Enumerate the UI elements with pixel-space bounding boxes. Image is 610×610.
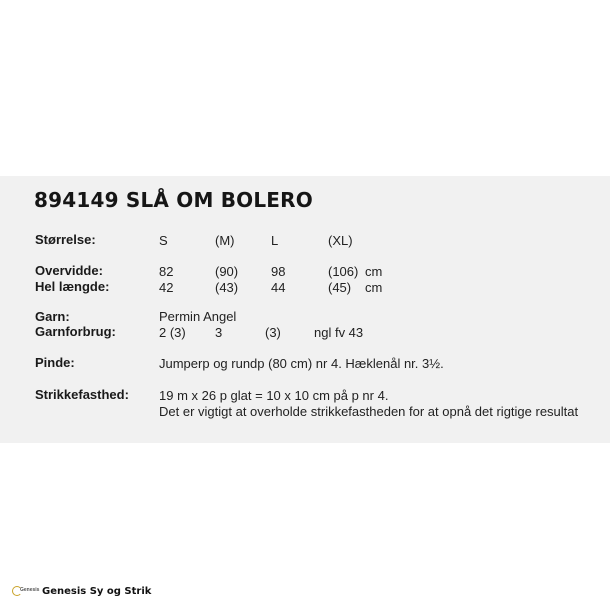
yarn-label: Garn: <box>35 309 70 324</box>
size-value: (XL) <box>328 233 353 248</box>
bust-value: (106) <box>328 264 359 279</box>
brand-name: Genesis Sy og Strik <box>42 585 152 597</box>
yarn-value: Permin Angel <box>159 309 237 324</box>
consumption-note: ngl fv 43 <box>314 325 364 340</box>
length-value: (43) <box>215 280 239 295</box>
length-unit: cm <box>365 280 383 295</box>
length-label: Hel længde: <box>35 279 110 294</box>
length-value: (45) <box>328 280 352 295</box>
consumption-value: (3) <box>265 325 281 340</box>
gauge-label: Strikkefasthed: <box>35 387 129 402</box>
bust-value: 98 <box>271 264 286 279</box>
bust-value: (90) <box>215 264 239 279</box>
consumption-value: 3 <box>215 325 223 340</box>
bust-unit: cm <box>365 264 383 279</box>
size-value: S <box>159 233 168 248</box>
consumption-label: Garnforbrug: <box>35 324 116 339</box>
gauge-note: Det er vigtigt at overholde strikkefastheden for at opnå det rigtige resultat <box>159 404 579 419</box>
consumption-value: 2 (3) <box>159 325 186 340</box>
size-value: L <box>271 233 279 248</box>
needles-value: Jumperp og rundp (80 cm) nr 4. Hæklenål nr. 3½. <box>159 356 444 371</box>
bust-label: Overvidde: <box>35 263 103 278</box>
needles-label: Pinde: <box>35 355 75 370</box>
length-value: 44 <box>271 280 286 295</box>
size-label: Størrelse: <box>35 232 96 247</box>
pattern-title: 894149 SLÅ OM BOLERO <box>34 188 313 212</box>
genesis-logo-icon: Genesis <box>12 586 34 596</box>
bust-value: 82 <box>159 264 174 279</box>
gauge-value: 19 m x 26 p glat = 10 x 10 cm på p nr 4. <box>159 388 389 403</box>
size-value: (M) <box>215 233 235 248</box>
length-value: 42 <box>159 280 174 295</box>
footer <box>12 584 151 598</box>
